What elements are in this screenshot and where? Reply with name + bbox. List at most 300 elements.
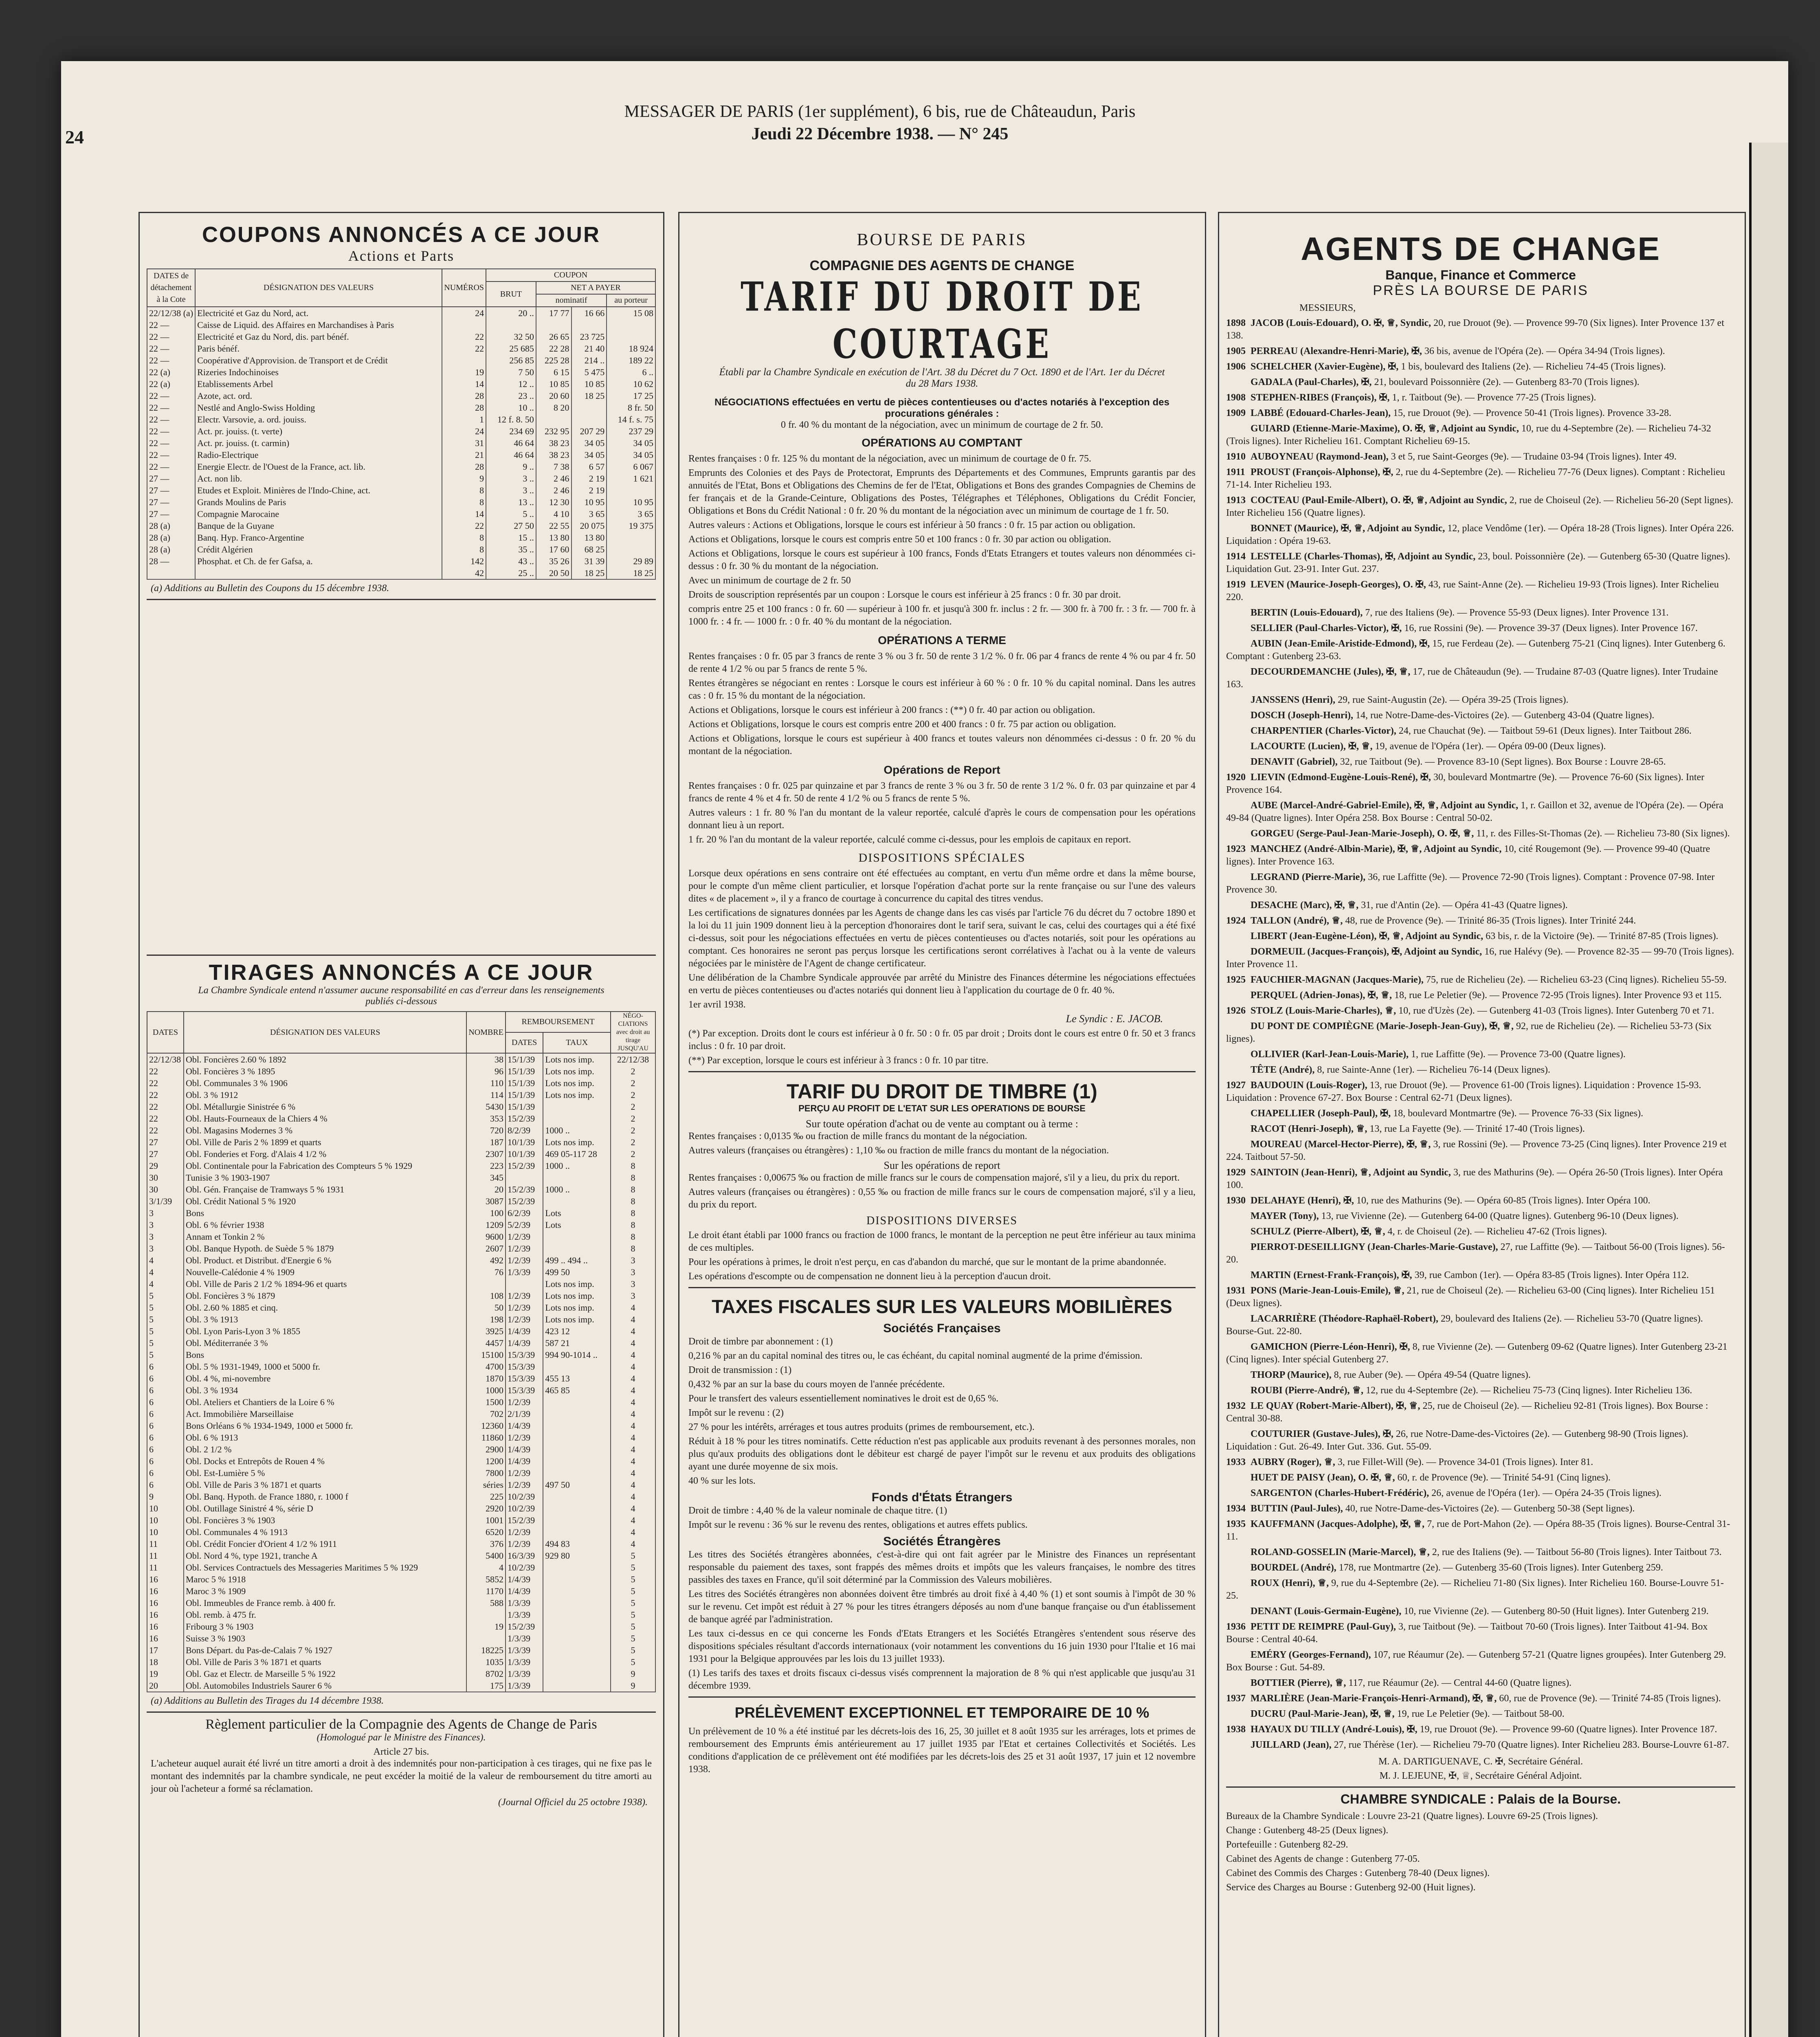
table-cell: 18 25 <box>571 390 607 402</box>
agent-year: 1936 <box>1226 1621 1246 1632</box>
taxes-paragraph: 27 % pour les intérêts, arrérages et tous autres produits (primes de remboursement, etc.). <box>688 1422 1035 1432</box>
table-cell: 1/3/39 <box>506 1680 543 1692</box>
table-cell: 22 — <box>147 402 195 414</box>
newspaper-title: MESSAGER DE PARIS (1er supplément), 6 bis, rue de Châteaudun, Paris <box>624 102 1136 121</box>
table-cell: Crédit Algérien <box>195 543 442 555</box>
table-cell: 494 83 <box>543 1538 611 1550</box>
agent-name: BERTIN (Louis-Edouard), <box>1251 607 1363 618</box>
table-cell <box>543 1514 611 1526</box>
table-cell: 499 .. 494 .. <box>543 1254 611 1266</box>
agent-entry <box>1226 1456 1735 1469</box>
table-cell: 7800 <box>466 1467 506 1479</box>
table-cell: 12 30 <box>536 496 571 508</box>
table-cell: 27 — <box>147 473 195 484</box>
table-row <box>147 1361 655 1373</box>
table-cell: Phosphat. et Ch. de fer Gafsa, a. <box>195 555 442 567</box>
table-row <box>147 437 655 449</box>
table-cell: 22 — <box>147 319 195 331</box>
table-row <box>147 1172 655 1183</box>
agent-entry <box>1226 361 1735 373</box>
table-cell: Lots nos imp. <box>543 1077 611 1089</box>
agent-entry <box>1226 899 1735 912</box>
timbre-paragraph: Pour les opérations à primes, le droit n'est perçu, en cas d'abandon du marché, que sur le montant de la prime abandonnée. <box>688 1257 1166 1267</box>
table-cell: Obl. Hauts-Fourneaux de la Chiers 4 % <box>184 1113 466 1124</box>
table-cell: 8702 <box>466 1668 506 1680</box>
chambre-list <box>1226 1810 1735 1894</box>
table-cell: 10 .. <box>486 402 536 414</box>
table-row <box>147 1065 655 1077</box>
table-cell: 6520 <box>466 1526 506 1538</box>
agent-address: 17, rue de Châteaudun (9e). — Trudaine 87-03 (Quatre lignes). Inter Trudaine 163. <box>1226 667 1718 690</box>
table-cell: Obl. Crédit National 5 % 1920 <box>184 1195 466 1207</box>
table-cell: 223 <box>466 1160 506 1172</box>
table-cell: 32 50 <box>486 331 536 343</box>
table-cell: 30 <box>147 1183 184 1195</box>
table-cell: Nestlé and Anglo-Swiss Holding <box>195 402 442 414</box>
table-cell: 929 80 <box>543 1550 611 1562</box>
agent-entry <box>1226 827 1735 840</box>
timbre-report-title: Sur les opérations de report <box>884 1159 1000 1171</box>
taxes-paragraph: Impôt sur le revenu : 36 % sur le revenu des rentes, obligations et autres effets publics. <box>688 1520 1028 1530</box>
table-cell <box>543 1172 611 1183</box>
agent-address: 30, boulevard Montmartre (9e). — Provence 76-60 (Six lignes). Inter Provence 164. <box>1226 772 1704 795</box>
table-cell: 28 (a) <box>147 543 195 555</box>
table-cell: Banque de la Guyane <box>195 520 442 532</box>
table-cell: 10/2/39 <box>506 1562 543 1573</box>
table-cell: Obl. Outillage Sinistré 4 %, série D <box>184 1502 466 1514</box>
table-cell: Obl. 2.60 % 1885 et cinq. <box>184 1302 466 1313</box>
taxes-paragraph: Droit de transmission : (1) <box>688 1365 792 1375</box>
table-row <box>147 1349 655 1361</box>
agent-year: 1906 <box>1226 361 1246 372</box>
table-row <box>147 402 655 414</box>
agent-year: 1935 <box>1226 1519 1246 1529</box>
table-cell: Obl. Foncières 3 % 1895 <box>184 1065 466 1077</box>
table-cell: 24 <box>442 425 486 437</box>
dispositions-paragraph: Une délibération de la Chambre Syndicale approuvée par arrêté du Ministre des Finances détermine les négociations effectuées en vertu de pièces contentieuses ou d'actes notariés qui donnent lieu à l'application du courtage de 0 fr. 40 %. <box>688 972 1196 996</box>
agent-name: JUILLARD (Jean), <box>1251 1740 1332 1750</box>
agent-year: 1927 <box>1226 1080 1246 1091</box>
table-cell: 1000 <box>466 1384 506 1396</box>
reglement-text: L'acheteur auquel aurait été livré un titre amorti a droit à des indemnités pour non-participation à ces tirages, qui ne fixe pas le montant des indemnités par la chambre syndicale, ne peut excéder la moitié de la valeur de remboursement du titre amorti au jour où l'acheteur a formé sa réclamation. <box>151 1758 652 1794</box>
table-cell: Obl. Est-Lumière 5 % <box>184 1467 466 1479</box>
agent-name: MAYER (Tony), <box>1251 1211 1319 1221</box>
table-cell <box>543 1680 611 1692</box>
table-cell: 6 <box>147 1361 184 1373</box>
table-cell: 4 <box>147 1278 184 1290</box>
table-cell: 3 <box>147 1243 184 1254</box>
table-cell: 4 <box>611 1384 655 1396</box>
table-cell <box>543 1113 611 1124</box>
coupons-note: (a) Additions au Bulletin des Coupons du 15 décembre 1938. <box>151 583 389 594</box>
table-cell <box>571 414 607 425</box>
bourse-label: BOURSE DE PARIS <box>857 231 1027 249</box>
agent-entry <box>1226 930 1735 943</box>
table-cell: 15/1/39 <box>506 1077 543 1089</box>
agent-address: 12, rue du 4-Septembre (2e). — Richelieu 75-73 (Cinq lignes). Inter Richelieu 136. <box>1366 1385 1693 1396</box>
agent-entry <box>1226 694 1735 706</box>
agent-year: 1923 <box>1226 844 1246 854</box>
table-cell: 256 85 <box>486 354 536 366</box>
table-cell: 214 .. <box>571 354 607 366</box>
table-cell: 4 <box>611 1467 655 1479</box>
agent-name: MANCHEZ (André-Albin-Marie), ✠, ♕, Adjoint au Syndic, <box>1251 844 1502 854</box>
agent-entry <box>1226 317 1735 342</box>
table-cell: Grands Moulins de Paris <box>195 496 442 508</box>
table-cell: 15100 <box>466 1349 506 1361</box>
table-cell: 15/2/39 <box>506 1195 543 1207</box>
table-cell: 1/2/39 <box>506 1254 543 1266</box>
table-cell <box>543 1573 611 1585</box>
table-row <box>147 1467 655 1479</box>
agent-address: 19, rue Le Peletier (9e). — Taitbout 58-00. <box>1397 1709 1565 1719</box>
table-cell: 28 (a) <box>147 520 195 532</box>
agent-entry <box>1226 946 1735 971</box>
table-row <box>147 319 655 331</box>
table-cell: Obl. 3 % 1912 <box>184 1089 466 1101</box>
courtage-subtitle: Établi par la Chambre Syndicale en exécution de l'Art. 38 du Décret du 7 Oct. 1890 et de l'Art. 1er du Décret du 28 Mars 1938. <box>719 367 1165 389</box>
table-cell: 5852 <box>466 1573 506 1585</box>
table-cell: 19 <box>442 366 486 378</box>
agent-entry <box>1226 1369 1735 1381</box>
table-cell: 8/2/39 <box>506 1124 543 1136</box>
table-cell: Obl. Continentale pour la Fabrication des Compteurs 5 % 1929 <box>184 1160 466 1172</box>
table-cell: 28 <box>442 461 486 473</box>
agent-entry <box>1226 1194 1735 1207</box>
table-cell: 4 <box>466 1562 506 1573</box>
agent-entry <box>1226 1428 1735 1453</box>
table-cell: 22 <box>147 1113 184 1124</box>
agent-name: PERQUEL (Adrien-Jonas), ✠, ♕, <box>1251 990 1392 1001</box>
agent-address: 8, rue Vivienne (2e). — Gutenberg 09-62 (Quatre lignes). Inter Gutenberg 23-21 (Cinq lignes). Inter spécial Gutenberg 27. <box>1226 1342 1728 1365</box>
table-cell <box>543 1408 611 1420</box>
table-cell: 3 <box>147 1219 184 1231</box>
table-cell: Obl. Communales 4 % 1913 <box>184 1526 466 1538</box>
table-cell: 29 89 <box>607 555 655 567</box>
table-cell: 3087 <box>466 1195 506 1207</box>
agent-entry <box>1226 422 1735 448</box>
agent-address: 107, rue Réaumur (2e). — Gutenberg 57-21 (Quatre lignes groupées). Inter Gutenberg 29. Box Bourse : Gut. 54-89. <box>1226 1650 1726 1673</box>
table-cell: Obl. Docks et Entrepôts de Rouen 4 % <box>184 1455 466 1467</box>
table-row <box>147 1443 655 1455</box>
courtage-title: TARIF DU DROIT DE COURTAGE <box>741 273 1143 367</box>
table-cell: 1/4/39 <box>506 1585 543 1597</box>
taxes-paragraph: Les taux ci-dessus en ce qui concerne les Fonds d'Etats Etrangers et les Sociétés Etrangères s'entendent sous réserve des dispositions spéciales résultant d'accords internationaux (voir notamment les conventions du 16 juin 1930 pour l'Italie et 16 mai 1931 pour la Belgique approuvées par les lois du 13 juillet 1933). <box>688 1628 1196 1664</box>
coupons-title: COUPONS ANNONCÉS A CE JOUR <box>202 222 601 247</box>
table-row <box>147 1526 655 1538</box>
table-row <box>147 1396 655 1408</box>
table-cell: 21 40 <box>571 343 607 354</box>
table-cell: Obl. 3 % 1913 <box>184 1313 466 1325</box>
table-cell: séries <box>466 1479 506 1491</box>
table-cell: 13 .. <box>486 496 536 508</box>
table-row <box>147 331 655 343</box>
agent-entry <box>1226 1079 1735 1104</box>
table-cell: 1/3/39 <box>506 1632 543 1644</box>
table-row <box>147 1562 655 1573</box>
table-cell: 1/3/39 <box>506 1266 543 1278</box>
table-cell: Azote, act. ord. <box>195 390 442 402</box>
table-cell <box>543 1455 611 1467</box>
table-row <box>147 1077 655 1089</box>
table-cell: 6 .. <box>607 366 655 378</box>
timbre-paragraph: Les opérations d'escompte ou de compensation ne donnent lieu à la perception d'aucun droit. <box>688 1271 1051 1282</box>
table-cell: 1/2/39 <box>506 1538 543 1550</box>
table-cell: 15/3/39 <box>506 1384 543 1396</box>
table-cell: 5400 <box>466 1550 506 1562</box>
table-cell: 225 28 <box>536 354 571 366</box>
table-cell <box>543 1656 611 1668</box>
table-cell: 30 <box>147 1172 184 1183</box>
agent-name: LESTELLE (Charles-Thomas), ✠, Adjoint au Syndic, <box>1251 551 1476 562</box>
table-row <box>147 425 655 437</box>
agent-entry <box>1226 1005 1735 1017</box>
agent-name: ROUX (Henri), ♕, <box>1251 1578 1329 1588</box>
table-cell: 234 69 <box>486 425 536 437</box>
table-cell: 25 685 <box>486 343 536 354</box>
agents-list <box>1226 317 1735 1751</box>
table-cell: 4 <box>611 1455 655 1467</box>
table-cell: 29 <box>147 1160 184 1172</box>
table-row <box>147 484 655 496</box>
table-cell: Energie Electr. de l'Ouest de la France, act. lib. <box>195 461 442 473</box>
table-cell: 22 (a) <box>147 366 195 378</box>
table-cell: 15/1/39 <box>506 1065 543 1077</box>
table-cell: 423 12 <box>543 1325 611 1337</box>
agent-address: 43, rue Saint-Anne (2e). — Richelieu 19-93 (Trois lignes). Inter Richelieu 220. <box>1226 579 1719 603</box>
agent-address: 18, rue Le Peletier (9e). — Provence 72-95 (Trois lignes). Inter Provence 93 et 115. <box>1394 990 1722 1001</box>
agent-address: 40, rue Notre-Dame-des-Victoires (2e). — Gutenberg 50-38 (Sept lignes). <box>1345 1503 1635 1514</box>
table-cell: 46 64 <box>486 449 536 461</box>
comptant-list <box>688 453 1196 628</box>
table-cell: 353 <box>466 1113 506 1124</box>
table-cell: 1/4/39 <box>506 1443 543 1455</box>
agent-name: PIERROT-DESEILLIGNY (Jean-Charles-Marie-Gustave), <box>1251 1242 1498 1252</box>
agent-year: 1924 <box>1226 915 1246 926</box>
table-cell: Electr. Varsovie, a. ord. jouiss. <box>195 414 442 425</box>
table-cell: 68 25 <box>571 543 607 555</box>
table-cell: 4 <box>147 1266 184 1278</box>
table-cell: 1 <box>442 414 486 425</box>
table-row <box>147 1632 655 1644</box>
agent-year: 1898 <box>1226 318 1246 328</box>
table-cell: 4 <box>611 1325 655 1337</box>
agent-name: LABBÉ (Edouard-Charles-Jean), <box>1251 408 1391 418</box>
secretary-line: M. J. LEJEUNE, ✠, ♕, Secrétaire Général Adjoint. <box>1379 1771 1582 1781</box>
taxes-note: (1) Les tarifs des taxes et droits fiscaux ci-dessus visés comprennent la majoration de 8 % qui n'est applicable que jusqu'au 31 décembre 1939. <box>688 1668 1196 1691</box>
table-cell <box>466 1278 506 1290</box>
tirages-subtitle: La Chambre Syndicale entend n'assumer aucune responsabilité en cas d'erreur dans les renseignements publiés ci-dessous <box>198 985 604 1007</box>
agents-subtitle2: PRÈS LA BOURSE DE PARIS <box>1373 283 1589 298</box>
table-cell: 20 .. <box>486 307 536 319</box>
agent-entry <box>1226 843 1735 868</box>
agent-entry <box>1226 1562 1735 1574</box>
table-cell <box>543 1361 611 1373</box>
table-cell: 4 <box>611 1420 655 1432</box>
agent-name: JANSSENS (Henri), <box>1251 695 1336 705</box>
agent-address: 8, rue Auber (9e). — Opéra 49-54 (Quatre lignes). <box>1334 1370 1531 1380</box>
table-cell: 38 23 <box>536 437 571 449</box>
table-row <box>147 473 655 484</box>
table-cell: 4457 <box>466 1337 506 1349</box>
agent-entry <box>1226 1692 1735 1705</box>
agent-year: 1938 <box>1226 1724 1246 1735</box>
table-cell: 28 <box>442 390 486 402</box>
table-cell: 1870 <box>466 1373 506 1384</box>
table-cell <box>543 1432 611 1443</box>
agent-address: 11, r. des Filles-St-Thomas (2e). — Richelieu 73-80 (Six lignes). <box>1476 828 1730 839</box>
agent-address: 1, r. Gaillon et 32, avenue de l'Opéra (2e). — Opéra 49-84 (Quatre lignes). Inter Opéra 258. Box Bourse : Central 50-02. <box>1226 800 1723 823</box>
issue-date: Jeudi 22 Décembre 1938. — N° 245 <box>751 125 1009 143</box>
table-cell <box>543 1467 611 1479</box>
agent-name: SELLIER (Paul-Charles-Victor), ✠, <box>1251 623 1402 634</box>
table-cell: 15 08 <box>607 307 655 319</box>
table-row <box>147 1550 655 1562</box>
table-row <box>147 1514 655 1526</box>
table-cell: 3 <box>147 1207 184 1219</box>
table-cell: Lots nos imp. <box>543 1053 611 1065</box>
table-cell: 22 55 <box>536 520 571 532</box>
table-cell <box>543 1632 611 1644</box>
secretary-line: M. A. DARTIGUENAVE, C. ✠, Secrétaire Général. <box>1378 1756 1583 1767</box>
table-cell <box>543 1443 611 1455</box>
comptant-paragraph: Emprunts des Colonies et des Pays de Protectorat, Emprunts des Départements et des Communes, Emprunts garantis par des annuités de l'Etat, Bons et Obligations des Chemins de fer de l'Etat, Obligations et Bons des grandes Compagnies de Chemins de fer français et de la Grande-Ceinture, Obligations des Postes, Télégraphes et Téléphones, Obligations du Crédit Foncier, Obligations et Bons du Crédit National : 0 fr. 20 % du montant de la négociation avec un minimum de courtage de 1 fr. 50. <box>688 468 1196 516</box>
table-cell: 27 <box>147 1136 184 1148</box>
agent-year: 1926 <box>1226 1005 1246 1016</box>
compagnie-label: COMPAGNIE DES AGENTS DE CHANGE <box>809 258 1075 273</box>
agent-address: 27, rue Laffitte (9e). — Taitbout 56-00 (Trois lignes). 56-20. <box>1226 1242 1725 1265</box>
prelevement-text: Un prélèvement de 10 % a été institué par les décrets-lois des 16, 25, 30 juillet et 8 août 1935 sur les arrérages, lots et primes de remboursement des Emprunts émis antérieurement au 17 juillet 1935 par l'Etat et certaines Collectivités et Sociétés. Les conditions d'application de ce prélèvement ont été modifiées par les décrets-lois des 25 et 31 août 1937, 17 juin et 12 novembre 1938. <box>688 1726 1196 1775</box>
agent-entry <box>1226 871 1735 896</box>
table-row <box>147 1373 655 1384</box>
table-cell: 20 60 <box>536 390 571 402</box>
agent-name: LACOURTE (Lucien), ✠, ♕, <box>1251 741 1373 752</box>
agent-name: GAMICHON (Pierre-Léon-Henri), ✠, <box>1251 1342 1410 1352</box>
agent-name: AUBOYNEAU (Raymond-Jean), <box>1251 451 1389 462</box>
tirages-title: TIRAGES ANNONCÉS A CE JOUR <box>209 960 594 985</box>
agent-entry <box>1226 1723 1735 1736</box>
table-cell: 6 <box>147 1373 184 1384</box>
syndic-signature: Le Syndic : E. JACOB. <box>1066 1013 1163 1025</box>
table-cell: 15/2/39 <box>506 1113 543 1124</box>
agent-entry <box>1226 1269 1735 1282</box>
agent-name: HUET DE PAISY (Jean), O. ✠, ♕, <box>1251 1472 1395 1483</box>
table-cell: 1/2/39 <box>506 1432 543 1443</box>
table-cell: 10 85 <box>536 378 571 390</box>
table-cell: Bons <box>184 1349 466 1361</box>
table-cell: Bons Départ. du Pas-de-Calais 7 % 1927 <box>184 1644 466 1656</box>
table-cell: 22 — <box>147 437 195 449</box>
table-cell: 5 <box>611 1644 655 1656</box>
table-cell: 15/3/39 <box>506 1361 543 1373</box>
agent-name: LEGRAND (Pierre-Marie), <box>1251 872 1366 882</box>
table-cell: 3 .. <box>486 484 536 496</box>
next-page-edge <box>1749 143 1788 2037</box>
agent-name: BOURDEL (André), <box>1251 1562 1336 1573</box>
coupons-subtitle: Actions et Parts <box>348 248 454 264</box>
table-cell: Obl. Gaz et Electr. de Marseille 5 % 1922 <box>184 1668 466 1680</box>
table-cell: 187 <box>466 1136 506 1148</box>
table-row <box>147 1668 655 1680</box>
table-cell: Obl. 5 % 1931-1949, 1000 et 5000 fr. <box>184 1361 466 1373</box>
table-cell: 10/2/39 <box>506 1491 543 1502</box>
agent-address: 26, rue Notre-Dame-des-Victoires (2e). — Gutenberg 98-90 (Trois lignes). Liquidation : Gut. 26-49. Inter Gut. 336. Gut. 55-09. <box>1226 1429 1688 1452</box>
agent-year: 1905 <box>1226 346 1246 356</box>
timbre-title: TARIF DU DROIT DE TIMBRE (1) <box>787 1080 1097 1103</box>
table-row <box>147 1266 655 1278</box>
agent-name: CHARPENTIER (Charles-Victor), <box>1251 726 1396 736</box>
table-row <box>147 555 655 567</box>
agent-name: HAYAUX DU TILLY (André-Louis), ✠, <box>1251 1724 1418 1735</box>
table-cell: 100 <box>466 1207 506 1219</box>
reglement-subtitle: (Homologué par le Ministre des Finances). <box>317 1732 486 1743</box>
table-cell <box>543 1231 611 1243</box>
table-cell: Radio-Electrique <box>195 449 442 461</box>
agent-name: DUCRU (Paul-Marie-Jean), ✠, ♕, <box>1251 1709 1395 1719</box>
table-cell: 5 <box>611 1550 655 1562</box>
table-cell: 5 <box>147 1313 184 1325</box>
tirages-table <box>147 1011 656 1692</box>
table-cell: 20 075 <box>571 520 607 532</box>
report-title: Opérations de Report <box>884 763 1000 776</box>
table-cell: 8 <box>611 1160 655 1172</box>
table-cell: 11860 <box>466 1432 506 1443</box>
agent-address: 16, rue Rossini (9e). — Provence 39-37 (Deux lignes). Inter Provence 167. <box>1404 623 1698 634</box>
report-paragraph: Autres valeurs : 1 fr. 80 % l'an du montant de la valeur reportée, calculé d'après le cours de compensation pour les opérations donnant lieu à un report. <box>688 807 1196 831</box>
table-cell: 702 <box>466 1408 506 1420</box>
table-cell: 14 <box>442 508 486 520</box>
chambre-title: CHAMBRE SYNDICALE : Palais de la Bourse. <box>1340 1792 1621 1806</box>
table-row <box>147 378 655 390</box>
dispositions-paragraph: 1er avril 1938. <box>688 999 746 1010</box>
table-row <box>147 1207 655 1219</box>
table-cell: 8 <box>442 532 486 543</box>
table-cell: 4 <box>611 1361 655 1373</box>
table-cell: 1/2/39 <box>506 1231 543 1243</box>
table-cell: 31 39 <box>571 555 607 567</box>
table-cell: 22/12/38 <box>611 1053 655 1065</box>
table-row <box>147 1479 655 1491</box>
table-cell: 345 <box>466 1172 506 1183</box>
table-cell: 497 50 <box>543 1479 611 1491</box>
agent-entry <box>1226 1708 1735 1720</box>
table-cell: 20 <box>147 1680 184 1692</box>
table-cell: 6 <box>147 1479 184 1491</box>
table-cell: Obl. Ateliers et Chantiers de la Loire 6 % <box>184 1396 466 1408</box>
table-cell: 5 <box>611 1585 655 1597</box>
reglement-source: (Journal Officiel du 25 octobre 1938). <box>498 1797 648 1808</box>
agent-name: AUBE (Marcel-André-Gabriel-Emile), ✠, ♕, Adjoint au Syndic, <box>1251 800 1519 811</box>
table-cell: 15/3/39 <box>506 1373 543 1384</box>
taxes-etr-list <box>688 1549 1196 1665</box>
table-cell: 4 <box>611 1526 655 1538</box>
chambre-line: Service des Charges au Bourse : Gutenberg 92-00 (Huit lignes). <box>1226 1882 1476 1893</box>
agent-entry <box>1226 709 1735 722</box>
agent-address: 29, rue Saint-Augustin (2e). — Opéra 39-25 (Trois lignes). <box>1338 695 1569 705</box>
table-cell: 13 80 <box>536 532 571 543</box>
col-brut: BRUT <box>486 282 536 307</box>
agent-entry <box>1226 1546 1735 1559</box>
table-cell: 12 .. <box>486 378 536 390</box>
exception-paragraph: (*) Par exception. Droits dont le cours est inférieur à 0 fr. 50 : 0 fr. 05 par droit ; Droits dont le cours est entre 0 fr. 50 et 3 francs inclus : 0 fr. 10 par droit. <box>688 1028 1196 1051</box>
table-cell: 1/4/39 <box>506 1573 543 1585</box>
table-cell: 4 <box>611 1396 655 1408</box>
table-cell: Obl. Immeubles de France remb. à 400 fr. <box>184 1597 466 1609</box>
table-cell: 15/3/39 <box>506 1349 543 1361</box>
table-row <box>147 508 655 520</box>
table-cell: Coopérative d'Approvision. de Transport et de Crédit <box>195 354 442 366</box>
table-cell: 2 19 <box>571 473 607 484</box>
